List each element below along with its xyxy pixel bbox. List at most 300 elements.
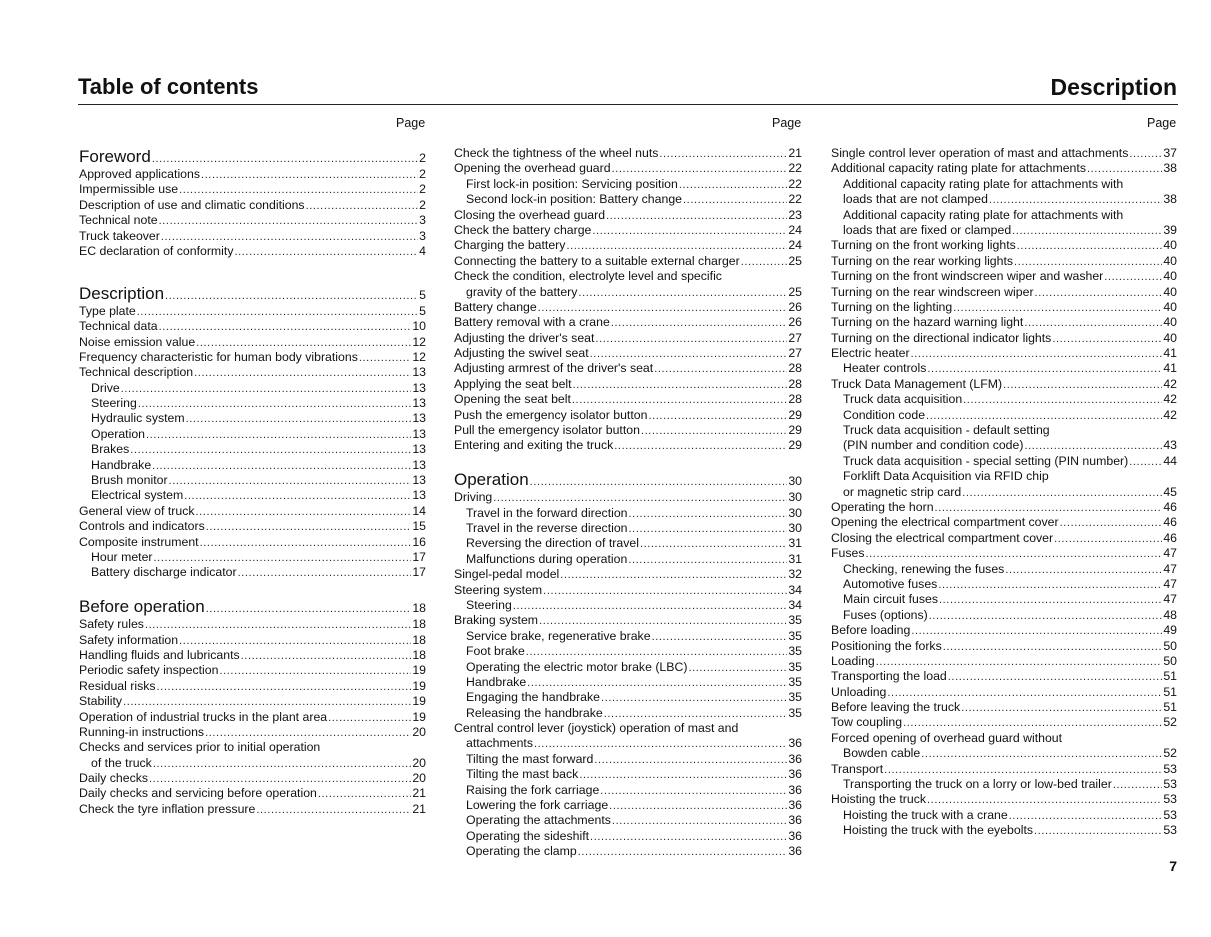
toc-entry[interactable]: [831, 254, 1177, 269]
toc-entry-title: Electric heater: [831, 346, 910, 361]
toc-entry-title: Push the emergency isolator button: [454, 407, 648, 422]
toc-entry[interactable]: [79, 633, 426, 648]
toc-entry[interactable]: [454, 346, 802, 361]
toc-entry-heading-line[interactable]: Checks and services prior to initial operation: [79, 740, 321, 755]
toc-entry[interactable]: [454, 629, 802, 644]
toc-column-2: [454, 146, 802, 860]
toc-entry-page: 5: [419, 287, 426, 302]
toc-entry[interactable]: [454, 813, 802, 828]
toc-entry-title: Fuses: [831, 546, 865, 561]
toc-entry-title: Heater controls: [843, 361, 927, 376]
toc-entry[interactable]: [454, 238, 802, 253]
toc-entry-page: 40: [1163, 315, 1177, 330]
dot-leader: [601, 691, 787, 706]
toc-entry-title: loads that are not clamped: [843, 192, 988, 207]
toc-entry-page: 40: [1163, 269, 1177, 284]
toc-entry[interactable]: [454, 798, 802, 813]
toc-entry[interactable]: [454, 583, 802, 598]
toc-entry-title: Check the tightness of the wheel nuts: [454, 146, 659, 160]
toc-entry[interactable]: [79, 411, 426, 426]
toc-section-entry[interactable]: [79, 283, 426, 304]
toc-entry-page: 14: [412, 503, 426, 518]
toc-entry-page: 29: [788, 438, 802, 453]
toc-entry[interactable]: [454, 598, 802, 613]
dot-leader: [1104, 270, 1162, 285]
toc-entry-title: Turning on the hazard warning light: [831, 315, 1024, 330]
toc-entry[interactable]: [831, 715, 1177, 730]
toc-entry[interactable]: [831, 331, 1177, 346]
toc-entry[interactable]: [79, 335, 426, 350]
toc-entry[interactable]: [831, 238, 1177, 253]
toc-entry[interactable]: [454, 767, 802, 782]
toc-entry[interactable]: [831, 515, 1177, 530]
dot-leader: [943, 640, 1163, 655]
dot-leader: [157, 680, 412, 695]
toc-entry-page: 19: [412, 678, 426, 693]
toc-entry-title: Turning on the front windscreen wiper and washer: [831, 269, 1104, 284]
toc-entry-page: 35: [788, 674, 802, 689]
toc-entry-title: Handling fluids and lubricants: [79, 647, 240, 662]
toc-entry[interactable]: [831, 608, 1177, 623]
toc-entry-page: 40: [1163, 284, 1177, 299]
dot-leader: [600, 784, 787, 799]
toc-entry[interactable]: [454, 536, 802, 551]
toc-entry[interactable]: [831, 500, 1177, 515]
toc-entry[interactable]: [454, 736, 802, 751]
dot-leader: [1024, 316, 1162, 331]
dot-leader: [493, 491, 787, 506]
toc-entry-title: Single control lever operation of mast and attachments: [831, 146, 1129, 160]
toc-entry-title: Description of use and climatic conditions: [79, 197, 305, 212]
toc-entry-page: 39: [1163, 222, 1177, 237]
toc-entry-page: 24: [788, 238, 802, 253]
toc-entry[interactable]: [454, 490, 802, 505]
toc-entry[interactable]: [454, 829, 802, 844]
dot-leader: [159, 214, 419, 229]
toc-entry[interactable]: [454, 567, 802, 582]
toc-entry-heading-line[interactable]: Forced opening of overhead guard without: [831, 730, 1063, 745]
toc-entry[interactable]: [454, 675, 802, 690]
dot-leader: [659, 147, 787, 162]
dot-leader: [652, 630, 788, 645]
toc-entry[interactable]: [831, 639, 1177, 654]
toc-entry[interactable]: [831, 346, 1177, 361]
dot-leader: [961, 701, 1162, 716]
toc-entry[interactable]: [454, 613, 802, 628]
toc-entry[interactable]: [831, 823, 1177, 838]
toc-entry-title: Battery discharge indicator: [91, 565, 237, 580]
toc-entry[interactable]: [454, 408, 802, 423]
dot-leader: [629, 507, 788, 522]
toc-entry-title: Operating the clamp: [466, 844, 577, 859]
dot-leader: [609, 799, 787, 814]
toc-entry-page: 18: [412, 632, 426, 647]
toc-entry[interactable]: [454, 660, 802, 675]
toc-entry-title: Checking, renewing the fuses: [843, 561, 1005, 576]
toc-entry-title: Brakes: [91, 442, 130, 457]
toc-entry[interactable]: [454, 300, 802, 315]
dot-leader: [654, 362, 787, 377]
toc-entry[interactable]: [79, 756, 426, 771]
toc-entry-page: 22: [788, 161, 802, 176]
toc-entry-heading-line[interactable]: Check the condition, electrolyte level and specific: [454, 269, 722, 284]
toc-entry[interactable]: [831, 546, 1177, 561]
toc-entry[interactable]: [831, 408, 1177, 423]
toc-entry-page: 27: [788, 330, 802, 345]
toc-entry[interactable]: [79, 381, 426, 396]
toc-entry-title: Bowden cable: [843, 746, 921, 761]
toc-entry-page: 28: [788, 376, 802, 391]
toc-entry-page: 18: [412, 601, 426, 616]
toc-entry-title: Running-in instructions: [79, 724, 205, 739]
toc-entry-title: Operating the attachments: [466, 813, 611, 828]
toc-entry[interactable]: [831, 485, 1177, 500]
toc-entry[interactable]: [454, 392, 802, 407]
dot-leader: [614, 439, 787, 454]
toc-entry-page: 46: [1163, 515, 1177, 530]
toc-entry[interactable]: [454, 146, 802, 161]
toc-entry[interactable]: [454, 506, 802, 521]
toc-entry[interactable]: [79, 182, 426, 197]
toc-entry[interactable]: [831, 315, 1177, 330]
dot-leader: [1054, 532, 1162, 547]
dot-leader: [1060, 516, 1163, 531]
toc-entry-heading-line[interactable]: Central control lever (joystick) operation of mast and: [454, 721, 739, 736]
toc-entry-heading-line[interactable]: Truck data acquisition - default setting: [843, 423, 1050, 438]
toc-entry[interactable]: [79, 427, 426, 442]
toc-entry-page: 40: [1163, 299, 1177, 314]
toc-entry[interactable]: [831, 669, 1177, 684]
toc-entry-page: 38: [1163, 161, 1177, 176]
toc-entry-page: 43: [1163, 438, 1177, 453]
toc-entry-page: 26: [788, 315, 802, 330]
toc-entry[interactable]: [454, 521, 802, 536]
toc-entry[interactable]: [79, 535, 426, 550]
toc-entry[interactable]: [79, 710, 426, 725]
toc-entry-title: Closing the overhead guard: [454, 207, 606, 222]
toc-entry-title: Service brake, regenerative brake: [466, 628, 651, 643]
toc-entry-page: 42: [1163, 407, 1177, 422]
toc-entry-title: Handbrake: [466, 674, 527, 689]
toc-entry-page: 37: [1163, 146, 1177, 160]
toc-entry-page: 29: [788, 407, 802, 422]
dot-leader: [138, 397, 412, 412]
dot-leader: [1012, 224, 1162, 239]
toc-entry-page: 28: [788, 361, 802, 376]
dot-leader: [1052, 332, 1162, 347]
dot-leader: [1035, 286, 1163, 301]
toc-entry-page: 12: [412, 349, 426, 364]
toc-entry-page: 53: [1163, 792, 1177, 807]
toc-entry-page: 35: [788, 705, 802, 720]
toc-entry[interactable]: [79, 458, 426, 473]
toc-entry-page: 13: [412, 411, 426, 426]
toc-entry[interactable]: [79, 504, 426, 519]
toc-entry[interactable]: [79, 663, 426, 678]
toc-entry-page: 32: [788, 567, 802, 582]
toc-entry-title: Turning on the directional indicator lights: [831, 330, 1052, 345]
toc-entry[interactable]: [79, 167, 426, 182]
dot-leader: [196, 505, 412, 520]
dot-leader: [611, 316, 787, 331]
toc-entry[interactable]: [79, 802, 426, 817]
toc-entry[interactable]: [454, 423, 802, 438]
toc-entry-title: Operation: [454, 470, 529, 490]
toc-entry[interactable]: [454, 161, 802, 176]
toc-entry-title: Fuses (options): [843, 607, 928, 622]
toc-entry[interactable]: [831, 438, 1177, 453]
toc-entry[interactable]: [831, 392, 1177, 407]
toc-entry[interactable]: [831, 377, 1177, 392]
toc-entry-title: Connecting the battery to a suitable external charger: [454, 253, 740, 268]
toc-entry[interactable]: [454, 223, 802, 238]
toc-entry-title: Residual risks: [79, 678, 156, 693]
toc-entry[interactable]: [454, 783, 802, 798]
toc-entry[interactable]: [79, 488, 426, 503]
toc-entry-title: Steering system: [454, 582, 543, 597]
dot-leader: [123, 695, 411, 710]
toc-entry[interactable]: [831, 285, 1177, 300]
toc-entry[interactable]: [79, 679, 426, 694]
dot-leader: [612, 814, 787, 829]
toc-entry-page: 52: [1163, 715, 1177, 730]
dot-leader: [526, 645, 788, 660]
toc-entry-title: Before loading: [831, 623, 911, 638]
toc-entry[interactable]: [831, 577, 1177, 592]
dot-leader: [1024, 439, 1162, 454]
toc-entry-title: Adjusting armrest of the driver's seat: [454, 361, 654, 376]
toc-entry-title: Second lock-in position: Battery change: [466, 192, 683, 207]
dot-leader: [688, 661, 787, 676]
toc-entry-title: Battery change: [454, 299, 537, 314]
toc-entry[interactable]: [79, 229, 426, 244]
toc-entry[interactable]: [79, 213, 426, 228]
toc-entry[interactable]: [79, 365, 426, 380]
toc-entry-title: Before operation: [79, 597, 205, 617]
toc-entry[interactable]: [831, 623, 1177, 638]
toc-entry[interactable]: [454, 644, 802, 659]
toc-entry[interactable]: [79, 198, 426, 213]
dot-leader: [594, 753, 787, 768]
toc-entry[interactable]: [831, 361, 1177, 376]
toc-entry-title: Periodic safety inspection: [79, 663, 219, 678]
toc-entry[interactable]: [79, 694, 426, 709]
toc-entry-page: 53: [1163, 777, 1177, 792]
toc-entry[interactable]: [454, 552, 802, 567]
dot-leader: [179, 634, 411, 649]
toc-entry[interactable]: [454, 254, 802, 269]
toc-entry[interactable]: [454, 285, 802, 300]
toc-entry[interactable]: [79, 396, 426, 411]
dot-leader: [866, 547, 1163, 562]
toc-entry[interactable]: [454, 331, 802, 346]
toc-entry-page: 13: [412, 442, 426, 457]
toc-entry-title: Safety information: [79, 632, 179, 647]
toc-entry[interactable]: [454, 752, 802, 767]
toc-entry-title: Technical note: [79, 213, 158, 228]
toc-entry-title: Driving: [454, 490, 493, 505]
toc-column-1: [79, 146, 426, 817]
toc-entry[interactable]: [831, 762, 1177, 777]
toc-entry[interactable]: [831, 300, 1177, 315]
toc-entry[interactable]: [79, 319, 426, 334]
dot-leader: [318, 787, 411, 802]
toc-entry-page: 30: [788, 490, 802, 505]
toc-entry[interactable]: [831, 223, 1177, 238]
toc-entry-page: 25: [788, 284, 802, 299]
toc-entry-page: 52: [1163, 746, 1177, 761]
dot-leader: [929, 609, 1163, 624]
toc-entry-page: 27: [788, 346, 802, 361]
toc-entry-title: Loading: [831, 653, 875, 668]
toc-entry[interactable]: [79, 304, 426, 319]
toc-entry-title: Hoisting the truck: [831, 792, 927, 807]
toc-entry-page: 23: [788, 207, 802, 222]
toc-section-entry[interactable]: [79, 596, 426, 617]
toc-entry-title: Tilting the mast forward: [466, 751, 594, 766]
toc-entry[interactable]: [79, 725, 426, 740]
toc-entry[interactable]: [831, 700, 1177, 715]
toc-entry-title: Operating the sideshift: [466, 828, 590, 843]
toc-entry[interactable]: [79, 473, 426, 488]
toc-entry[interactable]: [79, 244, 426, 259]
toc-entry-page: 19: [412, 663, 426, 678]
toc-entry[interactable]: [79, 786, 426, 801]
dot-leader: [963, 393, 1162, 408]
dot-leader: [927, 793, 1162, 808]
toc-entry-page: 5: [419, 303, 426, 318]
toc-entry[interactable]: [454, 377, 802, 392]
toc-entry[interactable]: [831, 454, 1177, 469]
toc-entry[interactable]: [79, 617, 426, 632]
toc-entry-title: (PIN number and condition code): [843, 438, 1024, 453]
dot-leader: [887, 686, 1162, 701]
dot-leader: [1003, 378, 1162, 393]
toc-entry-title: Turning on the rear working lights: [831, 253, 1014, 268]
toc-entry-page: 31: [788, 551, 802, 566]
toc-entry-page: 41: [1163, 361, 1177, 376]
toc-entry-title: Positioning the forks: [831, 638, 942, 653]
toc-entry[interactable]: [831, 685, 1177, 700]
toc-entry-page: 35: [788, 690, 802, 705]
toc-entry-title: Braking system: [454, 613, 539, 628]
dot-leader: [165, 286, 418, 307]
toc-entry-page: 19: [412, 709, 426, 724]
toc-section-entry[interactable]: [454, 469, 802, 490]
toc-entry[interactable]: [454, 315, 802, 330]
dot-leader: [572, 393, 787, 408]
toc-section-entry[interactable]: [79, 146, 426, 167]
dot-leader: [938, 578, 1162, 593]
toc-entry[interactable]: [831, 192, 1177, 207]
toc-entry-page: 20: [412, 724, 426, 739]
toc-entry[interactable]: [831, 562, 1177, 577]
toc-entry[interactable]: [454, 192, 802, 207]
toc-entry-page: 13: [412, 426, 426, 441]
toc-entry-page: 36: [788, 798, 802, 813]
toc-entry-title: Electrical system: [91, 488, 184, 503]
toc-entry-title: Adjusting the driver's seat: [454, 330, 595, 345]
toc-entry[interactable]: [454, 844, 802, 859]
toc-entry[interactable]: [831, 777, 1177, 792]
toc-entry-page: 22: [788, 176, 802, 191]
toc-entry[interactable]: [454, 208, 802, 223]
toc-entry-heading-line[interactable]: Additional capacity rating plate for attachments with: [843, 176, 1124, 191]
toc-entry-title: Composite instrument: [79, 534, 199, 549]
toc-entry[interactable]: [831, 746, 1177, 761]
toc-entry[interactable]: [831, 808, 1177, 823]
toc-entry-page: 50: [1163, 653, 1177, 668]
toc-entry-page: 47: [1163, 576, 1177, 591]
toc-entry-heading-line[interactable]: Additional capacity rating plate for attachments with: [843, 207, 1124, 222]
spacer: [454, 454, 802, 469]
toc-entry[interactable]: [831, 654, 1177, 669]
toc-entry-page: 30: [788, 520, 802, 535]
toc-entry[interactable]: [79, 550, 426, 565]
toc-entry-page: 13: [412, 365, 426, 380]
toc-entry[interactable]: [79, 442, 426, 457]
toc-entry[interactable]: [831, 269, 1177, 284]
toc-entry[interactable]: [831, 146, 1177, 161]
dot-leader: [527, 676, 787, 691]
toc-entry[interactable]: [79, 350, 426, 365]
toc-entry-title: Hydraulic system: [91, 411, 185, 426]
toc-entry-page: 3: [419, 228, 426, 243]
dot-leader: [648, 409, 787, 424]
toc-entry[interactable]: [79, 519, 426, 534]
toc-entry-page: 28: [788, 392, 802, 407]
toc-entry-page: 31: [788, 536, 802, 551]
toc-entry[interactable]: [454, 361, 802, 376]
toc-entry[interactable]: [831, 592, 1177, 607]
toc-entry[interactable]: [79, 565, 426, 580]
toc-entry-title: Lowering the fork carriage: [466, 798, 609, 813]
toc-entry[interactable]: [454, 690, 802, 705]
toc-entry[interactable]: [79, 648, 426, 663]
toc-entry-title: Applying the seat belt: [454, 376, 572, 391]
toc-entry[interactable]: [454, 438, 802, 453]
toc-entry-title: Foot brake: [466, 644, 525, 659]
toc-entry-heading-line[interactable]: Forklift Data Acquisition via RFID chip: [843, 469, 1049, 484]
dot-leader: [604, 707, 788, 722]
toc-entry-title: Operating the electric motor brake (LBC): [466, 659, 688, 674]
toc-entry-title: Turning on the front working lights: [831, 238, 1016, 253]
toc-entry-page: 25: [788, 253, 802, 268]
toc-entry[interactable]: [831, 531, 1177, 546]
dot-leader: [1113, 778, 1162, 793]
toc-entry[interactable]: [831, 792, 1177, 807]
toc-entry[interactable]: [454, 706, 802, 721]
dot-leader: [238, 566, 412, 581]
toc-entry-page: 45: [1163, 484, 1177, 499]
toc-entry-page: 48: [1163, 607, 1177, 622]
toc-entry-title: General view of truck: [79, 503, 195, 518]
toc-entry-title: Truck data acquisition - special setting (PIN number): [843, 453, 1129, 468]
toc-entry-page: 47: [1163, 546, 1177, 561]
toc-entry-page: 36: [788, 782, 802, 797]
dot-leader: [184, 489, 411, 504]
dot-leader: [201, 168, 418, 183]
toc-entry-title: Engaging the handbrake: [466, 690, 601, 705]
toc-entry[interactable]: [79, 771, 426, 786]
toc-entry[interactable]: [454, 177, 802, 192]
toc-entry-title: Approved applications: [79, 167, 200, 181]
toc-entry[interactable]: [831, 161, 1177, 176]
toc-entry-page: 2: [419, 197, 426, 212]
dot-leader: [538, 301, 788, 316]
toc-entry-page: 47: [1163, 592, 1177, 607]
toc-entry-page: 47: [1163, 561, 1177, 576]
